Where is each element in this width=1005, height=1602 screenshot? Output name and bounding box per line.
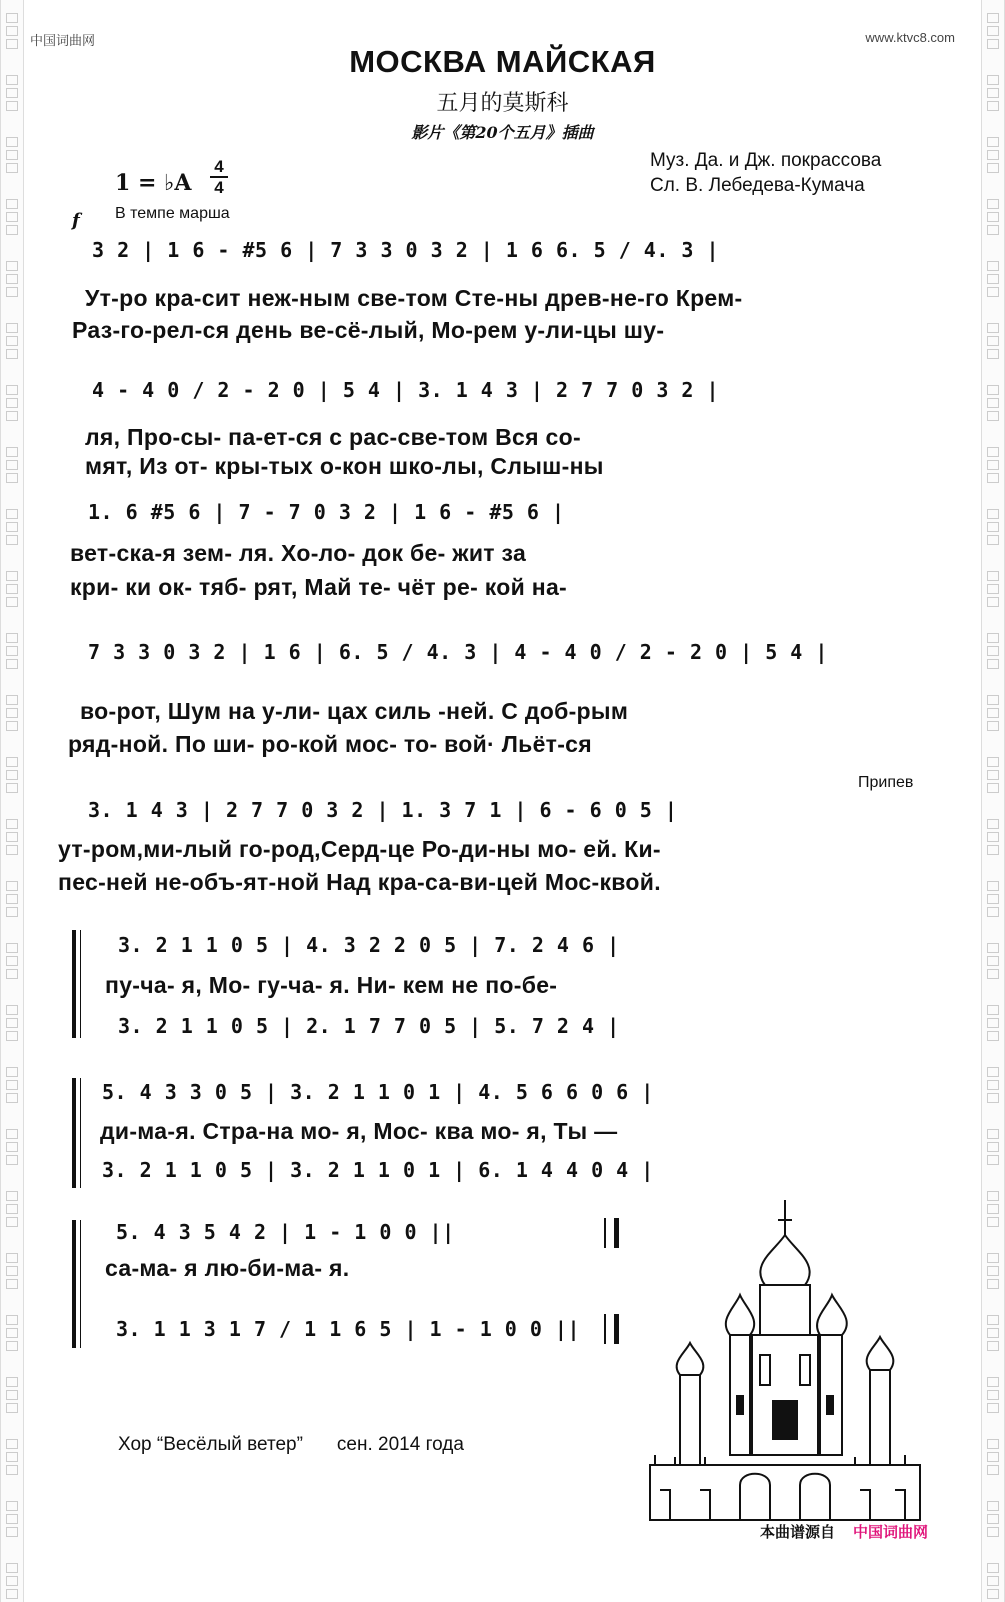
watermark-mark — [986, 940, 1000, 980]
watermark-mark — [5, 196, 19, 236]
watermark-mark — [5, 506, 19, 546]
refrain-label: Припев — [858, 774, 914, 791]
watermark-mark — [5, 692, 19, 732]
watermark-mark — [986, 444, 1000, 484]
watermark-mark — [986, 878, 1000, 918]
dynamic-mark: f — [72, 210, 80, 231]
notation-line-upper: 5. 4 3 3 0 5 | 3. 2 1 1 0 1 | 4. 5 6 6 0 6 | — [102, 1080, 654, 1104]
watermark-mark — [986, 568, 1000, 608]
watermark-mark — [5, 1498, 19, 1538]
lyrics-credit: Сл. В. Лебедева-Кумача — [650, 175, 865, 196]
watermark-mark — [986, 320, 1000, 360]
source-label: 本曲谱源自 — [760, 1524, 836, 1541]
lyric-line: Ут-ро кра-сит неж-ным све-том Сте-ны древ-не-го Крем- — [85, 285, 743, 311]
notation-line-lower: 3. 2 1 1 0 5 | 3. 2 1 1 0 1 | 6. 1 4 4 0 4 | — [102, 1158, 654, 1182]
watermark-mark — [986, 630, 1000, 670]
footer-date: сен. 2014 года — [336, 1434, 464, 1455]
lyric-line: Раз-го-рел-ся день ве-сё-лый, Мо-рем у-ли-цы шу- — [72, 317, 665, 343]
watermark-mark — [5, 568, 19, 608]
film-note: 影片《第20个五月》插曲 — [411, 123, 594, 142]
kremlin-illustration — [640, 1195, 930, 1525]
song-title: МОСКВА МАЙСКАЯ — [349, 44, 656, 79]
time-signature — [208, 157, 230, 197]
watermark-mark — [5, 1436, 19, 1476]
notation-line-upper: 5. 4 3 5 4 2 | 1 - 1 0 0 || — [116, 1220, 455, 1244]
time-top: 4 — [214, 157, 224, 176]
watermark-mark — [5, 816, 19, 856]
lyric-line: вет-ска-я зем- ля. Хо-ло- док бе- жит за — [70, 540, 527, 566]
watermark-mark — [5, 320, 19, 360]
watermark-mark — [986, 1374, 1000, 1414]
system-bracket — [72, 1078, 76, 1188]
site-url-right: www.ktvc8.com — [865, 30, 955, 45]
notation-line-upper: 3. 2 1 1 0 5 | 4. 3 2 2 0 5 | 7. 2 4 6 | — [118, 933, 620, 957]
notation-line-lower: 3. 1 1 3 1 7 / 1 1 6 5 | 1 - 1 0 0 || — [116, 1317, 581, 1341]
lyric-line: ди-ма-я. Стра-на мо- я, Мос- ква мо- я, Ты — — [100, 1118, 618, 1144]
watermark-mark — [986, 382, 1000, 422]
music-credit: Муз. Да. и Дж. покрассова — [650, 150, 882, 171]
watermark-mark — [986, 1064, 1000, 1104]
lyric-line: ля, Про-сы- па-ет-ся с рас-све-том Вся со- — [85, 424, 581, 450]
final-barline — [604, 1314, 619, 1344]
source-note — [760, 1521, 928, 1542]
watermark-mark — [5, 1250, 19, 1290]
watermark-mark — [986, 1126, 1000, 1166]
watermark-mark — [5, 444, 19, 484]
final-barline — [604, 1218, 619, 1248]
source-brand[interactable]: 中国词曲网 — [853, 1524, 929, 1541]
watermark-mark — [5, 1126, 19, 1166]
watermark-mark — [5, 878, 19, 918]
lyric-line: пес-ней не-объ-ят-ной Над кра-са-ви-цей Мос-квой. — [58, 869, 661, 895]
watermark-mark — [5, 940, 19, 980]
notation-line: 4 - 4 0 / 2 - 2 0 | 5 4 | 3. 1 4 3 | 2 7 7 0 3 2 | — [92, 378, 720, 402]
watermark-mark — [5, 1064, 19, 1104]
watermark-strip-left — [0, 0, 24, 1602]
watermark-mark — [986, 506, 1000, 546]
watermark-mark — [5, 258, 19, 298]
notation-line: 1. 6 #5 6 | 7 - 7 0 3 2 | 1 6 - #5 6 | — [88, 500, 565, 524]
choir-name: Хор “Весёлый ветер” — [118, 1434, 303, 1455]
watermark-mark — [5, 1560, 19, 1600]
notation-line-lower: 3. 2 1 1 0 5 | 2. 1 7 7 0 5 | 5. 7 2 4 | — [118, 1014, 620, 1038]
lyric-line: са-ма- я лю-би-ма- я. — [105, 1255, 350, 1281]
song-subtitle-cn: 五月的莫斯科 — [436, 91, 569, 116]
watermark-mark — [5, 1002, 19, 1042]
watermark-mark — [5, 1312, 19, 1352]
system-bracket — [72, 930, 76, 1038]
lyric-line: пу-ча- я, Мо- гу-ча- я. Ни- кем не по-бе- — [105, 972, 558, 998]
watermark-mark — [986, 196, 1000, 236]
notation-line: 3. 1 4 3 | 2 7 7 0 3 2 | 1. 3 7 1 | 6 - 6 0 5 | — [88, 798, 678, 822]
site-name-left: 中国词曲网 — [30, 33, 96, 48]
watermark-mark — [986, 754, 1000, 794]
watermark-mark — [5, 1188, 19, 1228]
watermark-mark — [986, 1560, 1000, 1600]
watermark-mark — [5, 1374, 19, 1414]
watermark-mark — [986, 692, 1000, 732]
notation-line: 7 3 3 0 3 2 | 1 6 | 6. 5 / 4. 3 | 4 - 4 0 / 2 - 2 0 | 5 4 | — [88, 640, 828, 664]
watermark-strip-right — [981, 0, 1005, 1602]
watermark-mark — [986, 1312, 1000, 1352]
watermark-mark — [986, 1436, 1000, 1476]
time-bottom: 4 — [214, 178, 224, 197]
watermark-mark — [986, 1498, 1000, 1538]
footer-credit — [118, 1434, 464, 1456]
watermark-mark — [986, 1250, 1000, 1290]
lyric-line: ут-ром,ми-лый го-род,Серд-це Ро-ди-ны мо- ей. Ки- — [58, 836, 661, 862]
watermark-mark — [986, 258, 1000, 298]
watermark-mark — [986, 1002, 1000, 1042]
notation-line: 3 2 | 1 6 - #5 6 | 7 3 3 0 3 2 | 1 6 6. 5 / 4. 3 | — [92, 238, 720, 262]
lyric-line: мят, Из от- кры-тых о-кон шко-лы, Слыш-ны — [85, 453, 604, 479]
watermark-mark — [986, 816, 1000, 856]
watermark-mark — [5, 382, 19, 422]
watermark-mark — [5, 630, 19, 670]
lyric-line: во-рот, Шум на у-ли- цах силь -ней. С доб-рым — [80, 698, 629, 724]
system-bracket — [72, 1220, 76, 1348]
lyric-line: ряд-ной. По ши- ро-кой мос- то- вой· Льёт-ся — [68, 731, 592, 757]
key-signature: 1 = ♭A — [115, 170, 192, 196]
lyric-line: кри- ки ок- тяб- рят, Май те- чёт ре- кой на- — [70, 574, 568, 600]
watermark-mark — [986, 1188, 1000, 1228]
tempo-mark: В темпе марша — [115, 205, 230, 222]
watermark-mark — [5, 754, 19, 794]
